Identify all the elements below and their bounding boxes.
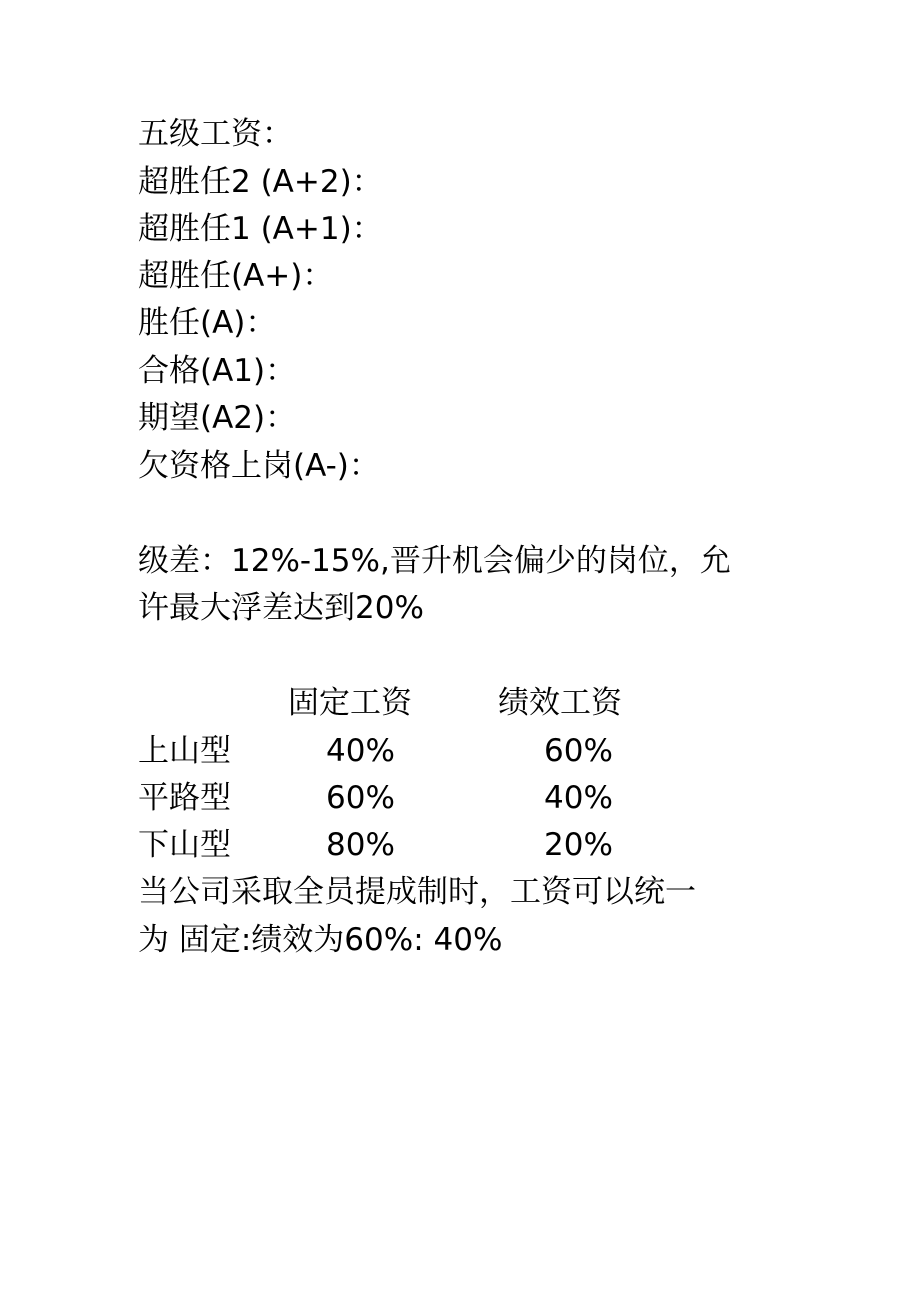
- row-type: 下山型: [138, 827, 231, 863]
- row-fixed: 40%: [326, 733, 395, 769]
- table-header-fixed: 固定工资: [288, 685, 412, 721]
- level-item-a: 胜任(A)：: [138, 305, 277, 341]
- row-type: 上山型: [138, 733, 231, 769]
- note-line-2: 为 固定:绩效为60%: 40%: [138, 922, 503, 958]
- level-item-a2: 期望(A2)：: [138, 400, 297, 436]
- row-performance: 40%: [544, 780, 613, 816]
- row-performance: 20%: [544, 827, 613, 863]
- row-performance: 60%: [544, 733, 613, 769]
- grade-difference-line-1: 级差：12%-15%,晋升机会偏少的岗位，允: [138, 543, 731, 579]
- note-line-1: 当公司采取全员提成制时，工资可以统一: [138, 874, 696, 910]
- row-fixed: 80%: [326, 827, 395, 863]
- row-fixed: 60%: [326, 780, 395, 816]
- grade-difference-line-2: 许最大浮差达到20%: [138, 590, 424, 626]
- level-item-a-plus-2: 超胜任2 (A+2)：: [138, 164, 383, 200]
- level-item-a-plus-1: 超胜任1 (A+1)：: [138, 211, 383, 247]
- level-item-a-plus: 超胜任(A+)：: [138, 258, 334, 294]
- levels-heading: 五级工资：: [138, 116, 293, 152]
- row-type: 平路型: [138, 780, 231, 816]
- level-item-a1: 合格(A1)：: [138, 353, 297, 389]
- table-header-performance: 绩效工资: [498, 685, 622, 721]
- level-item-a-minus: 欠资格上岗(A-)：: [138, 448, 380, 484]
